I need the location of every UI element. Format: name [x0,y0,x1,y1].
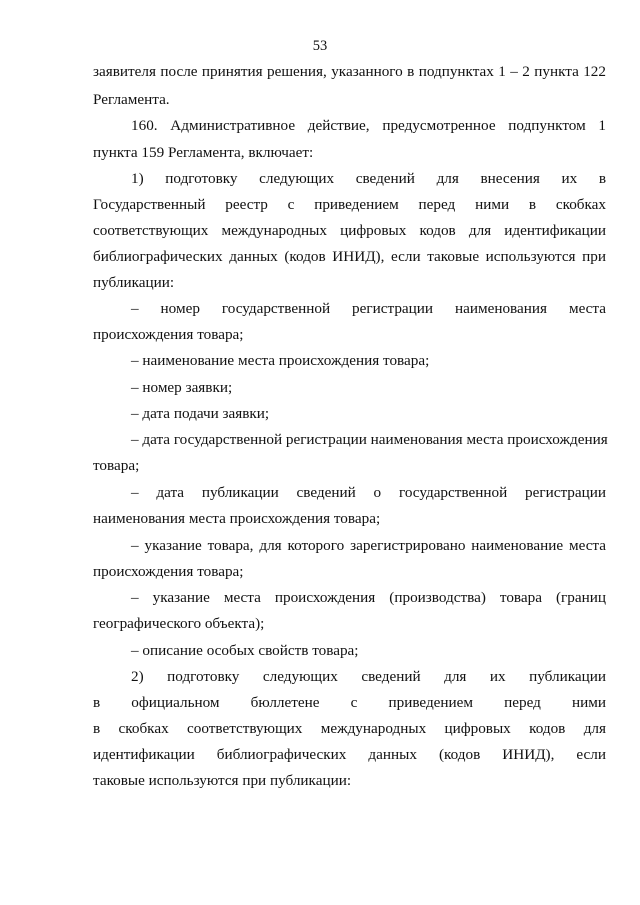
page-number: 53 [312,38,328,54]
text-line: 160. Административное действие, предусмотренное подпунктом 1 [131,117,606,134]
text-line: в официальном бюллетене с приведением перед ними [93,694,606,711]
text-line: географического объекта); [93,615,265,632]
list-item: – дата подачи заявки; [131,405,270,422]
text-line: происхождения товара; [93,326,244,343]
text-line: Государственный реестр с приведением перед ними в скобках [93,196,606,213]
text-line: идентификации библиографических данных (кодов ИНИД), если [93,746,606,763]
list-item: – номер государственной регистрации наименования места [131,300,606,317]
text-line: соответствующих международных цифровых кодов для идентификации [93,222,606,239]
text-line: 1) подготовку следующих сведений для внесения их в [131,170,606,187]
list-item: – дата публикации сведений о государственной регистрации [131,484,606,501]
text-line: пункта 159 Регламента, включает: [93,144,314,161]
list-item: – номер заявки; [131,379,233,396]
text-line: наименования места происхождения товара; [93,510,381,527]
list-item: – наименование места происхождения товара; [131,352,430,369]
text-line: товара; [93,457,140,474]
text-line: в скобках соответствующих международных цифровых кодов для [93,720,606,737]
text-line: Регламента. [93,91,170,108]
text-line: публикации: [93,274,175,291]
list-item: – указание места происхождения (производства) товара (границ [131,589,606,606]
text-line: заявителя после принятия решения, указанного в подпунктах 1 – 2 пункта 122 [93,63,606,80]
list-item: – дата государственной регистрации наименования места происхождения [131,431,608,448]
list-item: – описание особых свойств товара; [131,642,359,659]
text-line: происхождения товара; [93,563,244,580]
list-item: – указание товара, для которого зарегистрировано наименование места [131,537,606,554]
text-line: таковые используются при публикации: [93,772,352,789]
text-line: библиографических данных (кодов ИНИД), если таковые используются при [93,248,606,265]
text-line: 2) подготовку следующих сведений для их публикации [131,668,606,685]
